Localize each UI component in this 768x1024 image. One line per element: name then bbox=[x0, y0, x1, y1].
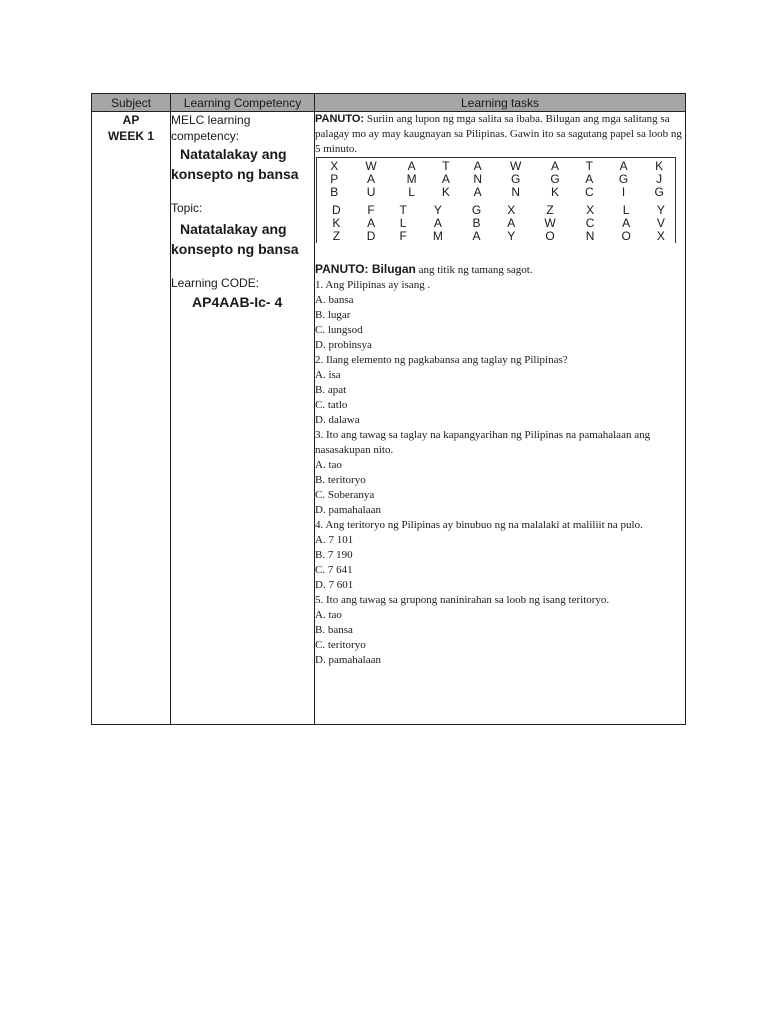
grid-letter: L bbox=[622, 203, 630, 217]
grid-letter: T bbox=[442, 159, 450, 173]
grid-letter: L bbox=[399, 216, 407, 230]
answer-choice: D. pamahalaan bbox=[315, 504, 381, 516]
answer-choice: B. bansa bbox=[315, 624, 353, 636]
grid-letter: D bbox=[366, 229, 376, 243]
grid-letter: W bbox=[510, 159, 522, 173]
grid-letter: V bbox=[656, 216, 665, 230]
grid-letter: G bbox=[471, 203, 482, 217]
competency-cell bbox=[171, 112, 315, 725]
grid-letter: X bbox=[507, 203, 516, 217]
grid-letter: A bbox=[441, 172, 450, 186]
grid-letter: K bbox=[655, 159, 664, 173]
grid-letter: O bbox=[621, 229, 631, 243]
question-text: 2. Ilang elemento ng pagkabansa ang taglay ng Pilipinas? bbox=[315, 354, 568, 366]
panuto-1-label: PANUTO: bbox=[315, 113, 365, 125]
grid-letter: A bbox=[507, 216, 516, 230]
grid-letter: B bbox=[330, 185, 339, 199]
topic-label: Topic: bbox=[171, 201, 203, 215]
melc-value-2: konsepto ng bansa bbox=[171, 166, 299, 182]
subject-name: AP bbox=[122, 113, 140, 127]
grid-letter: K bbox=[551, 185, 560, 199]
grid-letter: U bbox=[366, 185, 376, 199]
grid-letter: T bbox=[585, 159, 593, 173]
panuto-1-text: Suriin ang lupon ng mga salita sa ibaba. Bilugan ang mga salitang sa palagay mo ay may kaugnayan sa Pilipinas. Gawin ito sa sagutang papel sa loob ng 5 minuto. bbox=[315, 113, 682, 155]
grid-letter: A bbox=[407, 159, 416, 173]
answer-choice: A. tao bbox=[315, 459, 342, 471]
grid-letter: P bbox=[330, 172, 339, 186]
answer-choice: D. probinsya bbox=[315, 339, 372, 351]
grid-letter: G bbox=[511, 172, 521, 186]
grid-letter: A bbox=[473, 159, 482, 173]
grid-letter: T bbox=[399, 203, 407, 217]
question-text: 1. Ang Pilipinas ay isang . bbox=[315, 279, 431, 291]
grid-letter: A bbox=[622, 216, 631, 230]
grid-letter: N bbox=[585, 229, 595, 243]
question-text: 3. Ito ang tawag sa taglay na kapangyarihan ng Pilipinas na pamahalaan ang nasasakupan nito. bbox=[315, 429, 651, 456]
answer-choice: B. lugar bbox=[315, 309, 351, 321]
content-row bbox=[92, 112, 686, 725]
answer-choice: D. pamahalaan bbox=[315, 654, 381, 666]
grid-letter: X bbox=[656, 229, 665, 243]
header-tasks: Learning tasks bbox=[315, 94, 686, 112]
answer-choice: A. isa bbox=[315, 369, 341, 381]
subject-week: WEEK 1 bbox=[107, 129, 154, 143]
grid-letter: A bbox=[585, 172, 594, 186]
grid-letter: A bbox=[473, 185, 482, 199]
word-search-top bbox=[319, 160, 677, 199]
topic-value-1: Natatalakay ang bbox=[180, 221, 287, 237]
answer-choice: A. tao bbox=[315, 609, 342, 621]
question-text: 4. Ang teritoryo ng Pilipinas ay binubuo ng na malalaki at maliliit na pulo. bbox=[315, 519, 643, 531]
answer-choice: A. bansa bbox=[315, 294, 354, 306]
grid-letter: W bbox=[544, 216, 556, 230]
grid-letter: O bbox=[545, 229, 555, 243]
grid-letter: C bbox=[585, 216, 595, 230]
grid-letter: F bbox=[399, 229, 407, 243]
grid-letter: L bbox=[408, 185, 415, 199]
grid-letter: C bbox=[584, 185, 594, 199]
answer-choice: C. lungsod bbox=[315, 324, 363, 336]
grid-letter: M bbox=[406, 172, 417, 186]
grid-letter: Z bbox=[332, 229, 341, 243]
header-subject: Subject bbox=[92, 94, 171, 112]
grid-letter: N bbox=[473, 172, 482, 186]
answer-choice: B. apat bbox=[315, 384, 347, 396]
lesson-table bbox=[91, 93, 686, 725]
panuto-2-label: PANUTO: Bilugan bbox=[315, 262, 416, 276]
grid-letter: A bbox=[551, 159, 560, 173]
melc-label-2: competency: bbox=[171, 129, 240, 143]
grid-letter: N bbox=[511, 185, 521, 199]
grid-letter: K bbox=[332, 216, 341, 230]
grid-letter: G bbox=[654, 185, 664, 199]
grid-letter: X bbox=[586, 203, 595, 217]
answer-choice: B. teritoryo bbox=[315, 474, 366, 486]
answer-choice: D. dalawa bbox=[315, 414, 360, 426]
question-text: 5. Ito ang tawag sa grupong naninirahan sa loob ng isang teritoryo. bbox=[315, 594, 610, 606]
subject-cell bbox=[92, 112, 171, 725]
panuto-1 bbox=[315, 112, 685, 157]
grid-letter: A bbox=[619, 159, 628, 173]
grid-letter: A bbox=[367, 216, 376, 230]
word-search-grid bbox=[316, 157, 676, 243]
grid-letter: Y bbox=[433, 203, 442, 217]
answer-choice: B. 7 190 bbox=[315, 549, 353, 561]
grid-letter: X bbox=[330, 159, 339, 173]
topic-value-2: konsepto ng bansa bbox=[171, 241, 299, 257]
answer-choice: C. tatlo bbox=[315, 399, 348, 411]
code-value: AP4AAB-Ic- 4 bbox=[192, 294, 283, 310]
panuto-2 bbox=[315, 262, 685, 278]
panuto-2-text: ang titik ng tamang sagot. bbox=[415, 264, 533, 276]
header-row bbox=[92, 94, 686, 112]
grid-letter: M bbox=[432, 229, 443, 243]
answer-choice: C. 7 641 bbox=[315, 564, 353, 576]
grid-letter: W bbox=[365, 159, 377, 173]
grid-row bbox=[319, 230, 677, 243]
grid-letter: B bbox=[472, 216, 481, 230]
word-search-bottom bbox=[319, 204, 677, 243]
question-list bbox=[315, 278, 685, 668]
melc-label-1: MELC learning bbox=[171, 113, 251, 127]
answer-choice: C. teritoryo bbox=[315, 639, 366, 651]
grid-letter: Y bbox=[656, 203, 665, 217]
grid-letter: Z bbox=[546, 203, 554, 217]
header-competency: Learning Competency bbox=[171, 94, 315, 112]
answer-choice: A. 7 101 bbox=[315, 534, 354, 546]
grid-letter: J bbox=[656, 172, 663, 186]
grid-letter: G bbox=[618, 172, 629, 186]
code-label: Learning CODE: bbox=[171, 276, 260, 290]
grid-letter: Y bbox=[507, 229, 516, 243]
grid-letter: A bbox=[433, 216, 442, 230]
grid-letter: I bbox=[621, 185, 626, 199]
grid-letter: G bbox=[550, 172, 560, 186]
answer-choice: C. Soberanya bbox=[315, 489, 375, 501]
grid-letter: K bbox=[441, 185, 450, 199]
answer-choice: D. 7 601 bbox=[315, 579, 354, 591]
grid-row bbox=[319, 186, 677, 199]
grid-letter: F bbox=[367, 203, 375, 217]
melc-value-1: Natatalakay ang bbox=[180, 146, 287, 162]
grid-letter: D bbox=[332, 203, 341, 217]
grid-letter: A bbox=[472, 229, 481, 243]
tasks-cell bbox=[315, 112, 686, 725]
grid-letter: A bbox=[367, 172, 376, 186]
